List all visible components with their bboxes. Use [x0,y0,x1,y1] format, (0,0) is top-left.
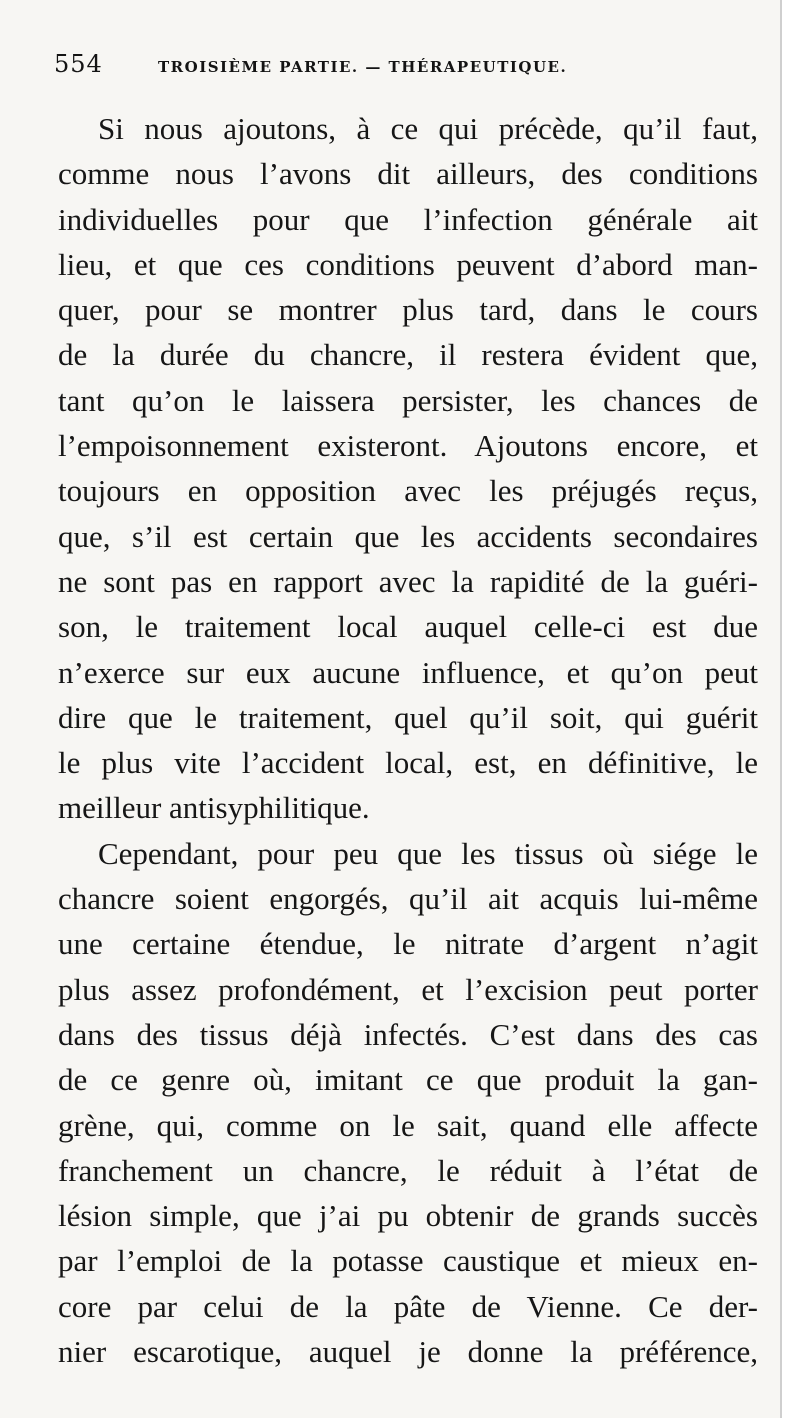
text-line: ne sont pas en rapport avec la rapidité de la guéri- [58,563,758,599]
text-line: grène, qui, comme on le sait, quand elle affecte [58,1107,758,1143]
text-line: de ce genre où, imitant ce que produit la gan- [58,1062,758,1098]
text-line: dire que le traitement, quel qu’il soit, qui guérit [58,699,758,735]
text-line: toujours en opposition avec les préjugés reçus, [58,473,758,509]
text-line: une certaine étendue, le nitrate d’argent n’agit [58,926,758,962]
text-line: meilleur antisyphilitique. [58,790,370,826]
text-line: tant qu’on le laissera persister, les chances de [58,382,758,418]
scan-margin [782,0,800,1418]
text-line: individuelles pour que l’infection générale ait [58,201,758,237]
text-line: Si nous ajoutons, à ce qui précède, qu’il faut, [98,111,758,146]
running-head [54,50,754,90]
text-line: lésion simple, que j’ai pu obtenir de grands succès [58,1198,758,1234]
text-line: chancre soient engorgés, qu’il ait acquis lui-même [58,881,758,917]
text-line: comme nous l’avons dit ailleurs, des conditions [58,156,758,192]
body-text [58,106,758,1374]
text-line: nier escarotique, auquel je donne la préférence, [58,1334,758,1370]
text-line: core par celui de la pâte de Vienne. Ce der- [58,1288,758,1324]
page-number: 554 [54,50,103,78]
text-line: lieu, et que ces conditions peuvent d’abord man- [58,246,758,282]
text-line: dans des tissus déjà infectés. C’est dans des cas [58,1016,758,1052]
text-line: franchement un chancre, le réduit à l’état de [58,1152,758,1188]
text-line: Cependant, pour peu que les tissus où siége le [98,835,758,871]
text-line: quer, pour se montrer plus tard, dans le cours [58,292,758,328]
text-line: le plus vite l’accident local, est, en définitive, le [58,745,758,781]
paragraph-1 [58,106,758,831]
text-line: l’empoisonnement existeront. Ajoutons encore, et [58,428,758,464]
text-line: son, le traitement local auquel celle-ci est due [58,609,758,645]
text-line: que, s’il est certain que les accidents secondaires [58,518,758,554]
text-line: par l’emploi de la potasse caustique et mieux en- [58,1243,758,1279]
paragraph-2 [58,831,758,1375]
text-line: de la durée du chancre, il restera évident que, [58,337,758,373]
text-line: plus assez profondément, et l’excision peut porter [58,971,758,1007]
text-line: n’exerce sur eux aucune influence, et qu’on peut [58,654,758,690]
running-title: TROISIÈME PARTIE. — THÉRAPEUTIQUE. [158,58,568,76]
